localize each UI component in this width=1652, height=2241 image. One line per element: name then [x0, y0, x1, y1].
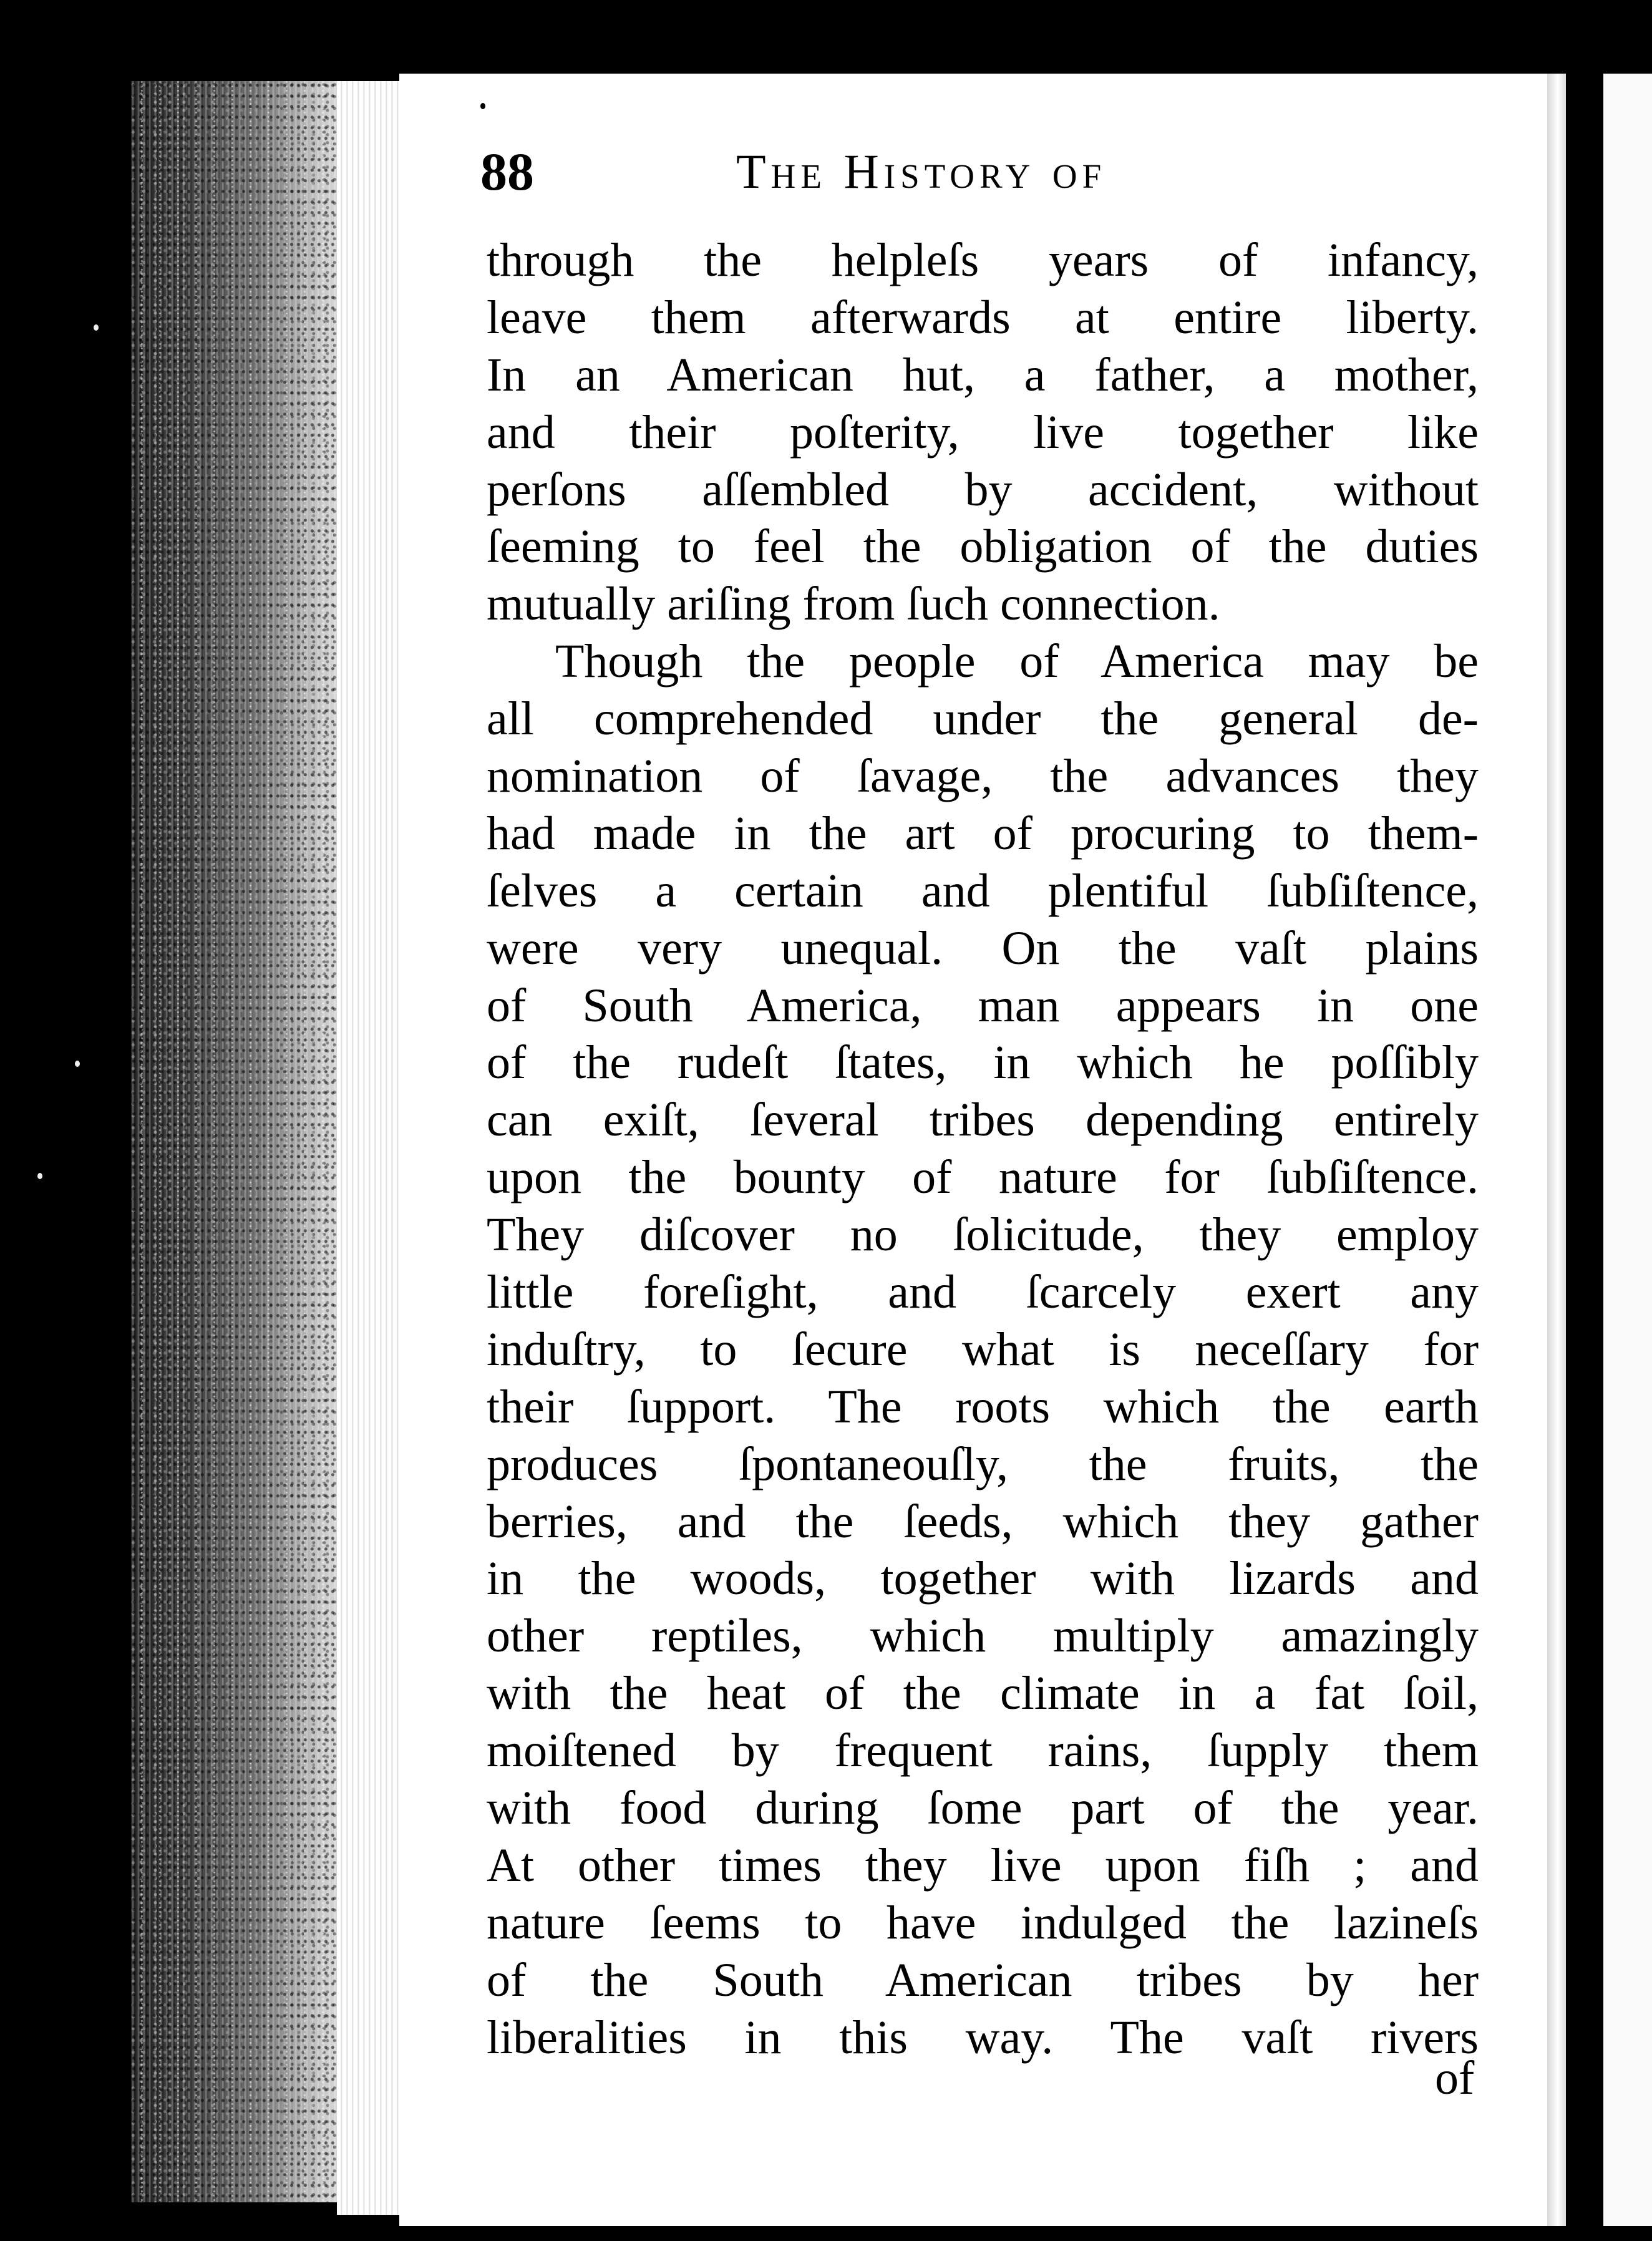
text-line: produces ſpontaneouſly, the fruits, the: [487, 1437, 1479, 1490]
text-line: moiſtened by frequent rains, ſupply them: [487, 1724, 1479, 1777]
text-line: berries, and the ſeeds, which they gather: [487, 1495, 1479, 1548]
text-line: in the woods, together with lizards and: [487, 1552, 1479, 1605]
text-line: nature ſeems to have indulged the lazineſs: [487, 1896, 1479, 1949]
text-line: liberalities in this way. The vaſt rivers: [487, 2011, 1479, 2064]
binding-gutter: [1566, 62, 1603, 2241]
text-line: Though the people of America may be: [555, 635, 1479, 688]
text-line: through the helpleſs years of infancy,: [487, 234, 1479, 286]
text-line: induſtry, to ſecure what is neceſſary for: [487, 1323, 1479, 1376]
body-text: [487, 232, 1479, 2067]
text-line: In an American hut, a father, a mother,: [487, 348, 1479, 401]
text-line: ſelves a certain and plentiful ſubſiſtence,: [487, 864, 1479, 917]
text-line: with the heat of the climate in a fat ſoil,: [487, 1667, 1479, 1720]
page-edge-stack: [131, 81, 362, 2202]
facing-page-sliver: [1603, 74, 1652, 2226]
running-head: [480, 137, 1479, 206]
text-line: mutually ariſing from ſuch connection.: [487, 578, 1220, 631]
text-line: all comprehended under the general de-: [487, 693, 1479, 746]
text-line: and their poſterity, live together like: [487, 406, 1479, 459]
page-number: 88: [480, 142, 534, 202]
running-title: The History of: [736, 144, 1107, 198]
catchword: of: [1435, 2052, 1475, 2104]
text-line: were very unequal. On the vaſt plains: [487, 921, 1479, 975]
scan-speck: [37, 1173, 42, 1179]
text-line: leave them afterwards at entire liberty.: [487, 291, 1479, 344]
text-line: nomination of ſavage, the advances they: [487, 750, 1479, 803]
text-line: of the rudeſt ſtates, in which he poſſibly: [487, 1036, 1479, 1089]
scan-speck: [480, 103, 485, 109]
text-line: They diſcover no ſolicitude, they employ: [487, 1208, 1479, 1261]
scan-speck: [75, 1061, 80, 1067]
text-line: little foreſight, and ſcarcely exert any: [487, 1266, 1479, 1319]
text-line: ſeeming to feel the obligation of the duties: [487, 520, 1479, 573]
text-line: of South America, man appears in one: [487, 979, 1479, 1032]
text-line: their ſupport. The roots which the earth: [487, 1380, 1479, 1433]
text-line: other reptiles, which multiply amazingly: [487, 1610, 1479, 1663]
text-line: with food during ſome part of the year.: [487, 1782, 1479, 1835]
scan-speck: [94, 324, 99, 331]
text-line: upon the bounty of nature for ſubſiſtence.: [487, 1151, 1479, 1204]
show-through-signature: [661, 2053, 674, 2091]
text-line: perſons aſſembled by accident, without: [487, 463, 1479, 516]
text-line: had made in the art of procuring to them-: [487, 807, 1479, 860]
text-line: of the South American tribes by her: [487, 1953, 1479, 2006]
text-line: At other times they live upon fiſh ; and: [487, 1839, 1479, 1892]
text-line: can exiſt, ſeveral tribes depending entirely: [487, 1094, 1479, 1147]
